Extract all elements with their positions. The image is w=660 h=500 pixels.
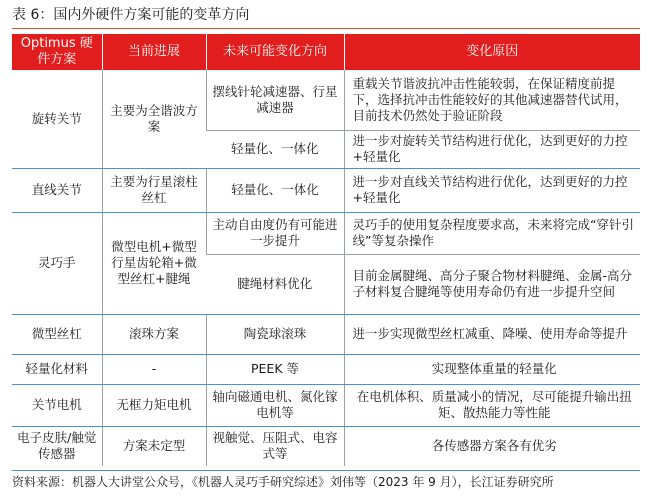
direction-cell: 轻量化、一体化 <box>206 130 344 168</box>
progress-cell: 方案未定型 <box>102 426 206 466</box>
component-cell: 旋转关节 <box>12 70 102 168</box>
progress-cell: 无框力矩电机 <box>102 384 206 426</box>
hardware-roadmap-table <box>12 34 640 466</box>
table-row <box>12 426 640 466</box>
table-row <box>12 212 640 254</box>
component-cell: 灵巧手 <box>12 212 102 314</box>
component-cell: 微型丝杠 <box>12 314 102 354</box>
direction-cell: 轴向磁通电机、氮化镓电机等 <box>206 384 344 426</box>
direction-cell: 视触觉、压阻式、电容式等 <box>206 426 344 466</box>
direction-cell: 陶瓷球滚珠 <box>206 314 344 354</box>
footer-rule <box>12 470 640 471</box>
component-cell: 轻量化材料 <box>12 354 102 384</box>
table-row <box>12 354 640 384</box>
progress-cell: 主要为行星滚柱丝杠 <box>102 168 206 212</box>
component-cell: 关节电机 <box>12 384 102 426</box>
direction-cell: 腱绳材料优化 <box>206 254 344 314</box>
reason-cell: 在电机体积、质量减小的情况，尽可能提升输出扭矩、散热能力等性能 <box>344 384 640 426</box>
direction-cell: 轻量化、一体化 <box>206 168 344 212</box>
reason-cell: 进一步实现微型丝杠减重、降噪、使用寿命等提升 <box>344 314 640 354</box>
reason-cell: 进一步对直线关节结构进行优化，达到更好的力控+轻量化 <box>344 168 640 212</box>
table-row <box>12 314 640 354</box>
header-future-direction: 未来可能变化方向 <box>206 34 344 70</box>
reason-cell: 灵巧手的使用复杂程度要求高，未来将完成“穿针引线”等复杂操作 <box>344 212 640 254</box>
table-caption: 表 6：国内外硬件方案可能的变革方向 <box>12 7 250 23</box>
component-cell: 直线关节 <box>12 168 102 212</box>
progress-cell: 微型电机+微型行星齿轮箱+微型丝杠+腱绳 <box>102 212 206 314</box>
table-row <box>12 384 640 426</box>
component-cell: 电子皮肤/触觉传感器 <box>17 430 97 462</box>
caption-rule <box>12 28 640 29</box>
reason-cell: 目前金属腱绳、高分子聚合物材料腱绳、金属-高分子材料复合腱绳等使用寿命仍有进一步提升空间 <box>344 254 640 314</box>
table-row <box>12 70 640 130</box>
reason-cell: 各传感器方案各有优劣 <box>344 426 640 466</box>
progress-cell: 滚珠方案 <box>102 314 206 354</box>
source-note: 资料来源：机器人大讲堂公众号，《机器人灵巧手研究综述》刘伟等（2023 年 9 月），长江证券研究所 <box>12 475 554 489</box>
direction-cell: 主动自由度仍有可能进一步提升 <box>206 212 344 254</box>
reason-cell: 实现整体重量的轻量化 <box>344 354 640 384</box>
header-current-progress: 当前进展 <box>102 34 206 70</box>
reason-cell: 重载关节谐波抗冲击性能较弱，在保证精度前提下，选择抗冲击性能较好的其他减速器替代试用，目前技术仍然处于验证阶段 <box>344 70 640 130</box>
header-row <box>12 34 640 70</box>
progress-cell: 主要为全谐波方案 <box>102 70 206 168</box>
direction-cell: 摆线针轮减速器、行星减速器 <box>206 70 344 130</box>
progress-cell: - <box>102 354 206 384</box>
table-row <box>12 168 640 212</box>
header-optimus-hardware: Optimus 硬件方案 <box>12 34 102 70</box>
header-change-reason: 变化原因 <box>344 34 640 70</box>
reason-cell: 进一步对旋转关节结构进行优化，达到更好的力控+轻量化 <box>344 130 640 168</box>
direction-cell: PEEK 等 <box>206 354 344 384</box>
